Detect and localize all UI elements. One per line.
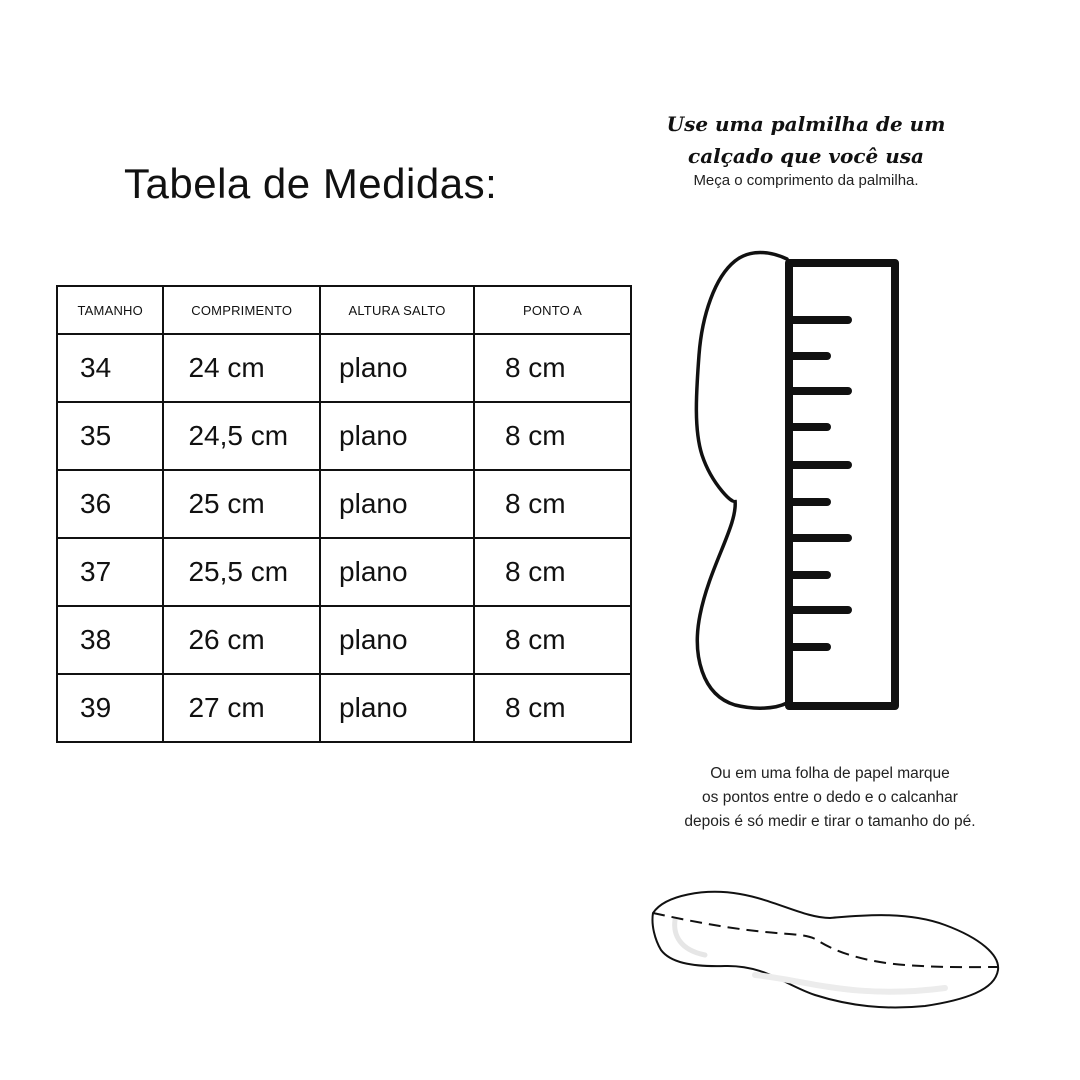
cell-tamanho: 38	[57, 606, 163, 674]
table-row	[57, 674, 631, 742]
cell-ponto-a: 8 cm	[474, 674, 631, 742]
cell-comprimento: 24 cm	[163, 334, 320, 402]
cell-altura-salto: plano	[320, 470, 474, 538]
cell-tamanho: 34	[57, 334, 163, 402]
cell-tamanho: 37	[57, 538, 163, 606]
cell-comprimento: 25,5 cm	[163, 538, 320, 606]
cell-tamanho: 35	[57, 402, 163, 470]
paper-instructions-line-1: Ou em uma folha de papel marque	[710, 765, 950, 782]
table-row	[57, 538, 631, 606]
paper-instructions-line-2: os pontos entre o dedo e o calcanhar	[702, 789, 958, 806]
paper-instructions-line-3: depois é só medir e tirar o tamanho do pé.	[684, 813, 976, 830]
cell-comprimento: 27 cm	[163, 674, 320, 742]
instruction-title-line-1: Use uma palmilha de um	[666, 112, 946, 136]
cell-comprimento: 24,5 cm	[163, 402, 320, 470]
instruction-title	[656, 108, 956, 172]
cell-comprimento: 26 cm	[163, 606, 320, 674]
cell-altura-salto: plano	[320, 606, 474, 674]
cell-altura-salto: plano	[320, 538, 474, 606]
header-comprimento: COMPRIMENTO	[163, 286, 320, 334]
table-row	[57, 402, 631, 470]
size-table	[56, 285, 632, 743]
insole-ruler-icon	[690, 245, 910, 720]
cell-ponto-a: 8 cm	[474, 538, 631, 606]
cell-comprimento: 25 cm	[163, 470, 320, 538]
header-tamanho: TAMANHO	[57, 286, 163, 334]
paper-instructions	[640, 762, 1020, 834]
table-header-row	[57, 286, 631, 334]
cell-altura-salto: plano	[320, 674, 474, 742]
page-title: Tabela de Medidas:	[124, 160, 498, 207]
cell-ponto-a: 8 cm	[474, 402, 631, 470]
cell-tamanho: 36	[57, 470, 163, 538]
table-row	[57, 606, 631, 674]
cell-altura-salto: plano	[320, 402, 474, 470]
table-row	[57, 334, 631, 402]
header-ponto-a: PONTO A	[474, 286, 631, 334]
instruction-subtitle: Meça o comprimento da palmilha.	[693, 172, 919, 189]
cell-ponto-a: 8 cm	[474, 334, 631, 402]
instruction-title-line-2: calçado que você usa	[688, 144, 924, 168]
header-altura-salto: ALTURA SALTO	[320, 286, 474, 334]
cell-altura-salto: plano	[320, 334, 474, 402]
table-row	[57, 470, 631, 538]
cell-ponto-a: 8 cm	[474, 470, 631, 538]
footprint-dashed-icon	[645, 880, 1010, 1020]
cell-tamanho: 39	[57, 674, 163, 742]
cell-ponto-a: 8 cm	[474, 606, 631, 674]
